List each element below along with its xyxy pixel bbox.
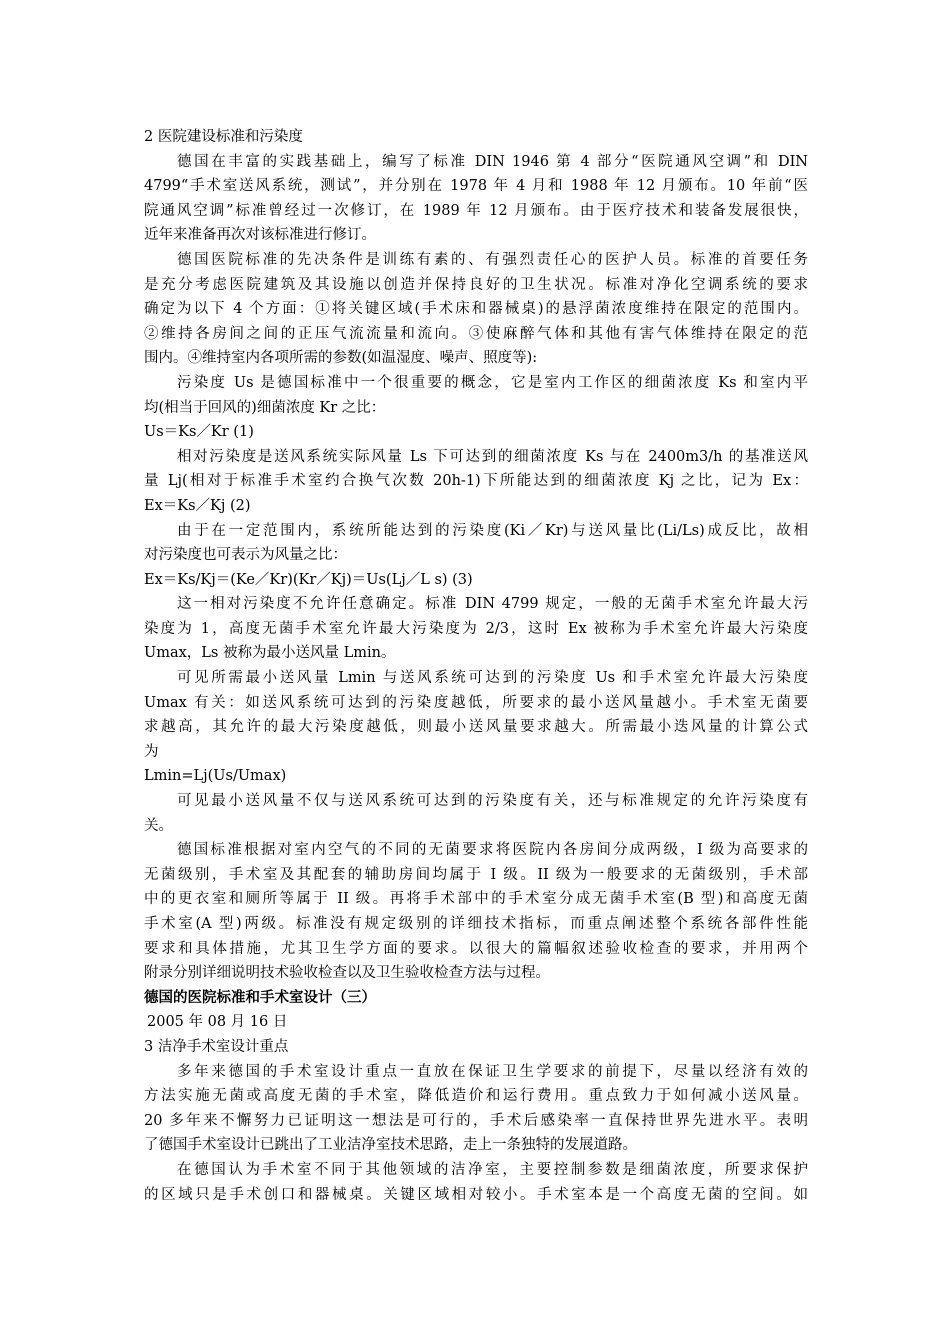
text-line: 均(相当于回风的)细菌浓度 Kr 之比： — [144, 399, 386, 416]
text-line: 3 洁净手术室设计重点 — [144, 1038, 289, 1055]
paragraph-line: 方法实施无菌或高度无菌的手术室，降低造价和运行费用。重点致力于如何减小送风量。 — [144, 1088, 808, 1105]
text-line: Lmin=Lj(Us/Umax) — [144, 768, 287, 785]
text-line: 附录分别详细说明技术验收检查以及卫生验收检查方法与过程。 — [144, 965, 550, 982]
paragraph-first-line: 德国在丰富的实践基础上，编写了标准 DIN 1946 第 4 部分“医院通风空调”和 DIN — [177, 153, 808, 170]
text-line: 2 医院建设标准和污染度 — [144, 129, 303, 145]
text-line: Us＝Ks／Kr (1) — [144, 424, 254, 441]
paragraph-line: 中的更衣室和厕所等属于 II 级。再将手术部中的手术室分成无菌手术室(B 型)和高度无菌 — [144, 891, 808, 908]
paragraph-line: 确定为以下 4 个方面：①将关键区域(手术床和器械桌)的悬浮菌浓度维持在限定的范围内。 — [144, 301, 808, 318]
date-line: 2005 年 08 月 16 日 — [147, 1014, 288, 1031]
text-line: 关。 — [144, 817, 173, 834]
paragraph-line: 要求和具体措施，尤其卫生学方面的要求。以很大的篇幅叙述验收检查的要求，并用两个 — [144, 940, 808, 957]
paragraph-line: 量 Lj(相对于标准手术室约合换气次数 20h-1)下所能达到的细菌浓度 Kj 之比，记为 Ex： — [144, 473, 808, 490]
paragraph-line: ②维持各房间之间的正压气流流量和流向。③使麻醉气体和其他有害气体维持在限定的范 — [144, 325, 808, 342]
paragraph-line: 无菌级别，手术室及其配套的辅助房间均属于 I 级。II 级为一般要求的无菌级别，手术部 — [144, 866, 808, 883]
paragraph-line: 手术室(A 型)两级。标准没有规定级别的详细技术指标，而重点阐述整个系统各部件性能 — [144, 916, 808, 932]
text-line: 了德国手术室设计已跳出了工业洁净室技术思路，走上一条独特的发展道路。 — [144, 1137, 637, 1154]
paragraph-line: 的区域只是手术创口和器械桌。关键区域相对较小。手术室本是一个高度无菌的空间。如 — [144, 1186, 808, 1203]
paragraph-first-line: 可见最小送风量不仅与送风系统可达到的污染度有关，还与标准规定的允许污染度有 — [177, 793, 808, 810]
paragraph-line: 院通风空调”标准曾经过一次修订，在 1989 年 12 月颁布。由于医疗技术和装备发展很快， — [144, 202, 808, 219]
paragraph-line: 20 多年来不懈努力已证明这一想法是可行的，手术后感染率一直保持世界先进水平。表明 — [144, 1112, 808, 1129]
section-title: 德国的医院标准和手术室设计（三） — [144, 989, 376, 1006]
document-page — [144, 125, 808, 1207]
paragraph-line: 求越高，其允许的最大污染度越低，则最小送风量要求越大。所需最小迭风量的计算公式 — [144, 719, 808, 736]
paragraph-first-line: 可见所需最小送风量 Lmin 与送风系统可达到的污染度 Us 和手术室允许最大污染度 — [177, 670, 808, 687]
text-line: 对污染度也可表示为风量之比： — [144, 547, 347, 564]
paragraph-line: Umax 有关：如送风系统可达到的污染度越低，所要求的最小送风量越小。手术室无菌要 — [144, 694, 808, 711]
paragraph-first-line: 在德国认为手术室不同于其他领域的洁净室，主要控制参数是细菌浓度，所要求保护 — [177, 1161, 808, 1178]
paragraph-first-line: 德国标准根据对室内空气的不同的无菌要求将医院内各房间分成两级，I 级为高要求的 — [177, 842, 808, 859]
text-line: 近年来准备再次对该标准进行修订。 — [144, 227, 376, 244]
text-line: Umax，Ls 被称为最小送风量 Lmin。 — [144, 645, 396, 662]
paragraph-first-line: 这一相对污染度不允许任意确定。标准 DIN 4799 规定，一般的无菌手术室允许最大污 — [177, 596, 808, 613]
paragraph-first-line: 德国医院标准的先决条件是训练有素的、有强烈责任心的医护人员。标准的首要任务 — [177, 251, 808, 268]
text-line: Ex＝Ks／Kj (2) — [144, 497, 251, 514]
paragraph-first-line: 相对污染度是送风系统实际风量 Ls 下可达到的细菌浓度 Ks 与在 2400m3/h 的基准送风 — [177, 448, 808, 465]
paragraph-line: 染度为 1，高度无菌手术室允许最大污染度为 2/3，这时 Ex 被称为手术室允许最大污染度 — [144, 620, 808, 637]
text-line: Ex＝Ks/Kj＝(Ke／Kr)(Kr／Kj)＝Us(Lj／L s) (3) — [144, 571, 473, 588]
paragraph-line: 是充分考虑医院建筑及其设施以创造并保持良好的卫生状况。标准对净化空调系统的要求 — [144, 276, 808, 293]
paragraph-first-line: 多年来德国的手术室设计重点一直放在保证卫生学要求的前提下，尽量以经济有效的 — [177, 1063, 808, 1080]
text-line: 为 — [144, 743, 159, 760]
text-line: 围内。④维持室内各项所需的参数(如温湿度、噪声、照度等): — [144, 350, 538, 367]
paragraph-first-line: 污染度 Us 是德国标准中一个很重要的概念，它是室内工作区的细菌浓度 Ks 和室内平 — [177, 374, 808, 391]
paragraph-first-line: 由于在一定范围内，系统所能达到的污染度(Ki／Kr)与送风量比(Li/Ls)成反比，故相 — [177, 522, 808, 539]
paragraph-line: 4799“手术室送风系统，测试”，并分别在 1978 年 4 月和 1988 年 12 月颁布。10 年前“医 — [144, 178, 808, 195]
